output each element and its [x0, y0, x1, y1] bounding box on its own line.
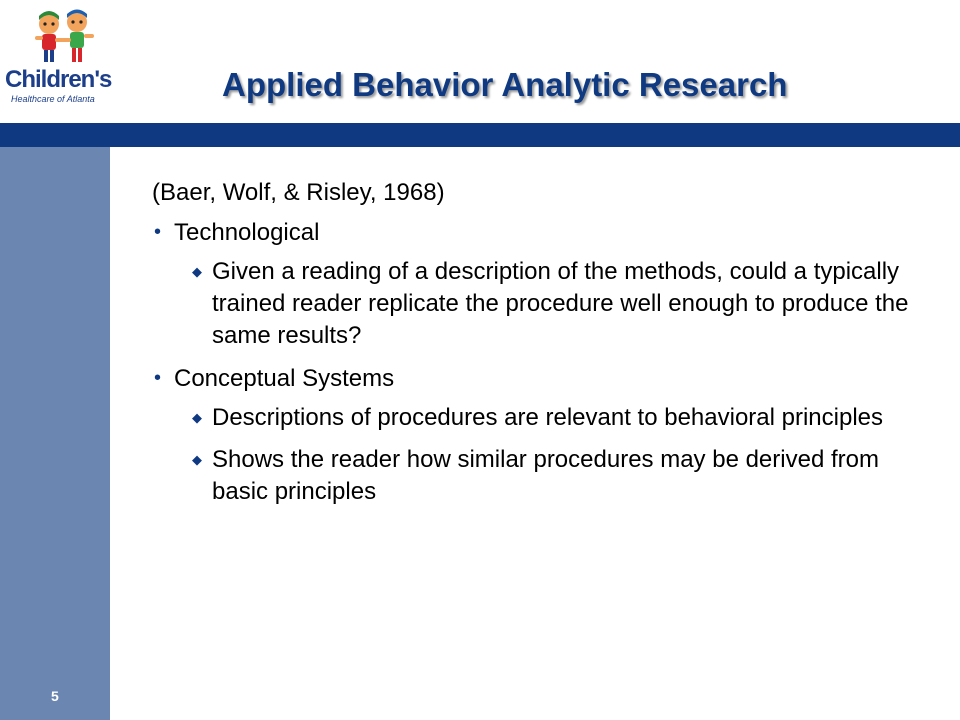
- sub-bullet: [152, 444, 932, 508]
- bullet-dot-icon: •: [154, 221, 162, 243]
- diamond-bullet-icon: ◆: [192, 264, 202, 279]
- sub-bullet-text: Shows the reader how similar procedures may be derived from basic principles: [212, 446, 879, 505]
- diamond-bullet-icon: ◆: [192, 410, 202, 425]
- page-number: 5: [51, 688, 59, 704]
- header-bar: [0, 123, 960, 147]
- kids-figures-icon: [5, 8, 123, 68]
- bullet-technological: [152, 216, 942, 249]
- sub-bullet: [152, 256, 932, 352]
- logo-wordmark: Children's: [5, 66, 112, 93]
- sub-bullet-text: Given a reading of a description of the methods, could a typically trained reader replicate the procedure well enough to produce the same results?: [212, 258, 909, 349]
- bullet-heading: Technological: [174, 219, 320, 246]
- sub-bullet-text: Descriptions of procedures are relevant to behavioral principles: [212, 404, 884, 431]
- childrens-healthcare-logo: [5, 8, 123, 110]
- sidebar-band: [0, 147, 110, 720]
- bullet-dot-icon: •: [154, 367, 162, 389]
- diamond-bullet-icon: ◆: [192, 452, 202, 467]
- citation-text: (Baer, Wolf, & Risley, 1968): [152, 179, 445, 206]
- logo-subtitle: Healthcare of Atlanta: [11, 94, 95, 104]
- slide-title: Applied Behavior Analytic Research: [222, 66, 788, 103]
- sub-bullet: [152, 402, 932, 434]
- slide-body: [152, 176, 942, 518]
- bullet-heading: Conceptual Systems: [174, 365, 395, 392]
- bullet-conceptual-systems: [152, 362, 942, 395]
